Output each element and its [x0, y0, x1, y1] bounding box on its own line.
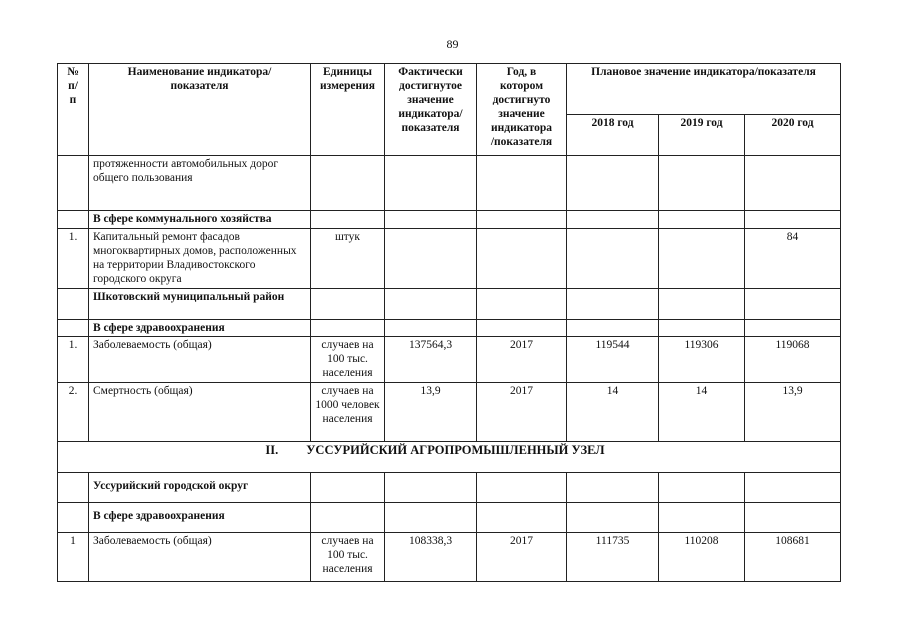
row-unit: случаев на 100 тыс. населения	[311, 337, 385, 383]
row-value-2019: 14	[659, 383, 745, 442]
row-value-2020: 13,9	[745, 383, 841, 442]
row-name: Заболеваемость (общая)	[89, 337, 311, 383]
row-value-2018: 119544	[567, 337, 659, 383]
row-value-2018: 111735	[567, 533, 659, 582]
header-actual: Фактически достигнутое значение индикатора/ показателя	[385, 64, 477, 156]
section-roman-numeral: II.	[265, 443, 279, 457]
row-year: 2017	[477, 337, 567, 383]
table-row	[58, 473, 841, 503]
row-name: Капитальный ремонт фасадов многоквартирных домов, расположенных на территории Владивостокского городского округа	[89, 229, 311, 289]
row-name: Шкотовский муниципальный район	[89, 289, 311, 320]
row-num: 2.	[58, 383, 89, 442]
row-value-2018: 14	[567, 383, 659, 442]
row-num: 1	[58, 533, 89, 582]
indicators-table	[57, 63, 841, 582]
row-year: 2017	[477, 383, 567, 442]
section-row	[58, 442, 841, 473]
header-2018: 2018 год	[567, 115, 659, 156]
header-name: Наименование индикатора/ показателя	[89, 64, 311, 156]
header-2020: 2020 год	[745, 115, 841, 156]
table-row	[58, 229, 841, 289]
table-row	[58, 156, 841, 211]
row-name: Уссурийский городской округ	[89, 473, 311, 503]
row-value-2019: 119306	[659, 337, 745, 383]
row-value-2020: 108681	[745, 533, 841, 582]
row-name: В сфере здравоохранения	[89, 503, 311, 533]
row-name: В сфере здравоохранения	[89, 320, 311, 337]
row-name: протяженности автомобильных дорог общего пользования	[89, 156, 311, 211]
row-value-2019: 110208	[659, 533, 745, 582]
table-row	[58, 320, 841, 337]
row-name: Заболеваемость (общая)	[89, 533, 311, 582]
row-num: 1.	[58, 337, 89, 383]
header-row-1	[58, 64, 841, 115]
row-year: 2017	[477, 533, 567, 582]
header-unit: Единицы измерения	[311, 64, 385, 156]
table-row	[58, 503, 841, 533]
header-num: № п/ п	[58, 64, 89, 156]
row-value-2020: 119068	[745, 337, 841, 383]
table-row	[58, 337, 841, 383]
row-value-2020: 84	[745, 229, 841, 289]
row-name: В сфере коммунального хозяйства	[89, 211, 311, 229]
row-unit: случаев на 100 тыс. населения	[311, 533, 385, 582]
section-heading	[58, 442, 841, 473]
header-plan: Плановое значение индикатора/показателя	[567, 64, 841, 115]
row-unit: случаев на 1000 человек населения	[311, 383, 385, 442]
table-row	[58, 211, 841, 229]
table-row	[58, 533, 841, 582]
row-num: 1.	[58, 229, 89, 289]
row-name: Смертность (общая)	[89, 383, 311, 442]
page-number: 89	[446, 37, 459, 51]
row-actual: 13,9	[385, 383, 477, 442]
row-actual: 137564,3	[385, 337, 477, 383]
header-year: Год, в котором достигнуто значение индикатора /показателя	[477, 64, 567, 156]
table-row	[58, 289, 841, 320]
header-2019: 2019 год	[659, 115, 745, 156]
row-actual: 108338,3	[385, 533, 477, 582]
section-title: УССУРИЙСКИЙ АГРОПРОМЫШЛЕННЫЙ УЗЕЛ	[306, 443, 605, 457]
row-unit: штук	[311, 229, 385, 289]
table-row	[58, 383, 841, 442]
